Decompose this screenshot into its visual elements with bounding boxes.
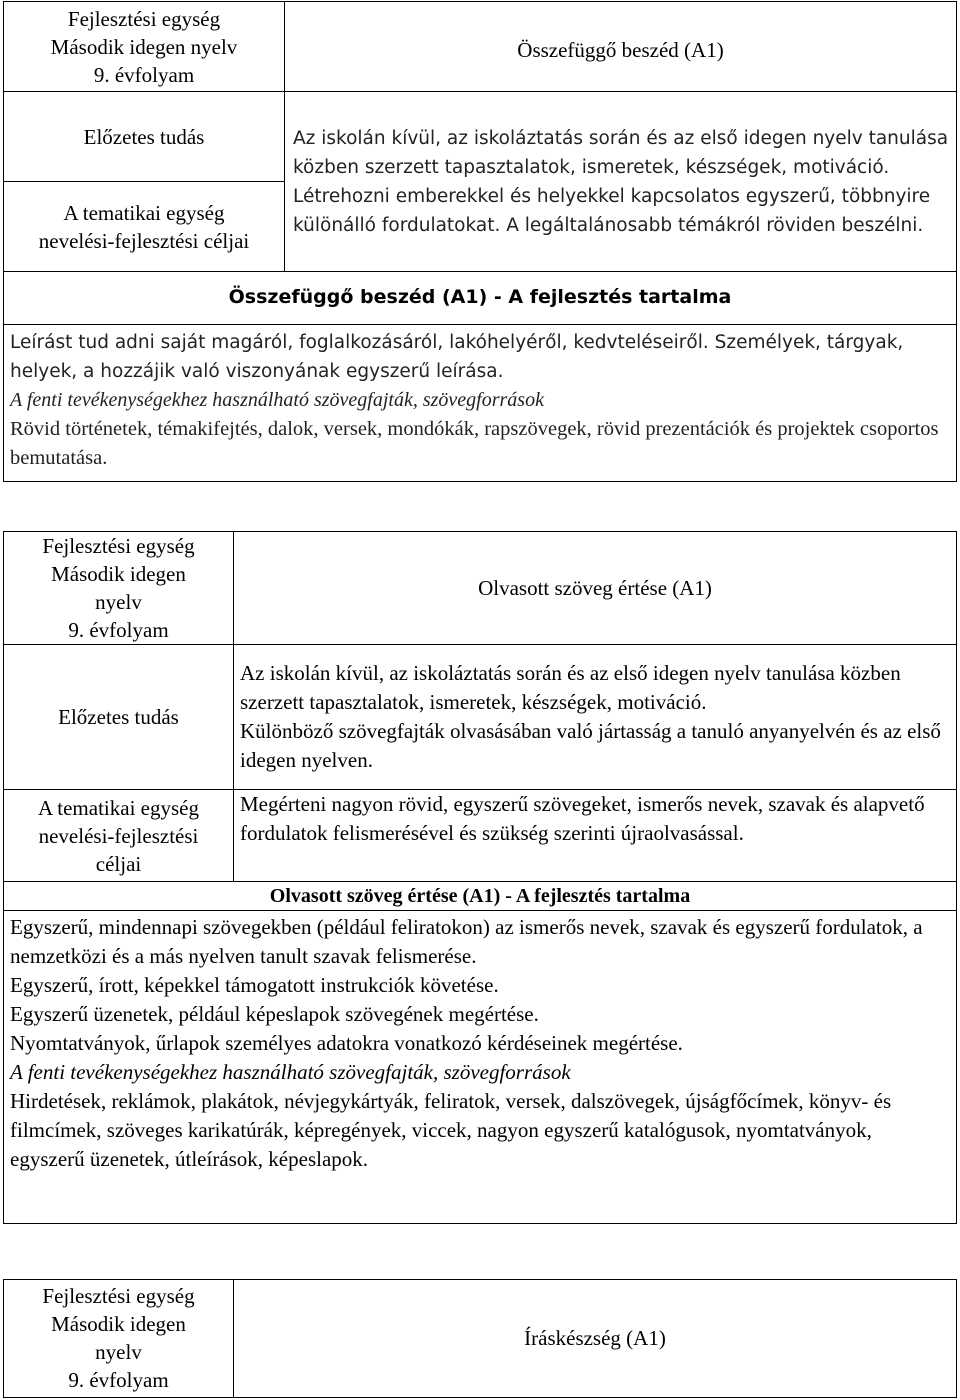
unit-label-line: 9. évfolyam <box>68 618 169 642</box>
unit-label-line: Második idegen <box>51 562 186 586</box>
section-1-goals-text: Létrehozni emberekkel és helyekkel kapcsolatos egyszerű, többnyire különálló fordulatokat. A legáltalánosabb témákról röviden beszélni. <box>293 185 931 236</box>
section-1-unit-label <box>4 2 285 92</box>
section-2-text-types-heading: A fenti tevékenységekhez használható szövegfajták, szövegforrások <box>10 1060 571 1084</box>
section-2-content-cell <box>4 911 957 1224</box>
goals-label-line: A tematikai egység <box>38 795 199 820</box>
section-2-text-types: Hirdetések, reklámok, plakátok, névjegykártyák, feliratok, versek, dalszövegek, újságfőcímek, könyv- és filmcímek, szöveges karikatúrák, képregények, viccek, nagyon egyszerű katalógusok, nyomtatványok, egyszerű üzenetek, útleírások, képeslapok. <box>10 1089 892 1171</box>
unit-label-line: Második idegen nyelv <box>50 34 238 59</box>
section-2-prior-knowledge-text-2: Különböző szövegfajták olvasásában való jártasság a tanuló anyanyelvén és az első idegen nyelven. <box>240 719 941 772</box>
unit-label-line: 9. évfolyam <box>93 62 195 87</box>
section-2-title: Olvasott szöveg értése (A1) <box>234 532 957 645</box>
section-2-content-title: Olvasott szöveg értése (A1) - A fejlesztés tartalma <box>4 882 957 911</box>
section-2-content-item: Nyomtatványok, űrlapok személyes adatokra vonatkozó kérdéseinek megértése. <box>10 1031 683 1055</box>
section-2-content-item: Egyszerű üzenetek, például képeslapok szövegének megértése. <box>10 1002 539 1026</box>
goals-label-line: céljai <box>95 851 142 876</box>
section-2-prior-knowledge-label: Előzetes tudás <box>4 645 234 790</box>
section-2-content-item: Egyszerű, mindennapi szövegekben (például feliratokon) az ismerős nevek, szavak és egyszerű fordulatok, a nemzetközi és a más nyelven tanult szavak felismerése. <box>10 915 923 968</box>
unit-label-line: 9. évfolyam <box>68 1368 169 1392</box>
section-1-goals-label <box>4 182 285 272</box>
goals-label-line: nevelési-fejlesztési <box>38 823 199 848</box>
goals-label-line: A tematikai egység <box>63 200 225 225</box>
section-3-title: Íráskészség (A1) <box>234 1280 957 1398</box>
section-2-content-item: Egyszerű, írott, képekkel támogatott instrukciók követése. <box>10 973 499 997</box>
section-1-content-cell <box>4 325 957 482</box>
section-3-table <box>3 1279 957 1398</box>
section-2-table <box>3 531 957 1224</box>
section-2-unit-label <box>4 532 234 645</box>
section-2-goals-text: Megérteni nagyon rövid, egyszerű szövegeket, ismerős nevek, szavak és alapvető fordulatok felismerésével és szükség szerinti újraolvasással. <box>234 790 957 882</box>
section-1-table <box>3 1 957 482</box>
unit-label-line: nyelv <box>95 590 142 614</box>
section-1-prior-knowledge-label: Előzetes tudás <box>4 92 285 182</box>
section-1-title: Összefüggő beszéd (A1) <box>285 2 957 92</box>
section-3-unit-label <box>4 1280 234 1398</box>
unit-label-line: Fejlesztési egység <box>42 1284 195 1308</box>
section-2-goals-label <box>4 790 234 882</box>
unit-label-line: Fejlesztési egység <box>67 6 221 31</box>
section-1-prior-knowledge-text: Az iskolán kívül, az iskoláztatás során és az első idegen nyelv tanulása közben szerzett tapasztalatok, ismeretek, készségek, motiváció. <box>293 127 949 178</box>
section-1-content-title: Összefüggő beszéd (A1) - A fejlesztés tartalma <box>4 272 957 325</box>
section-1-prior-goals-cell <box>285 92 957 272</box>
unit-label-line: Fejlesztési egység <box>42 534 195 558</box>
goals-label-line: nevelési-fejlesztési céljai <box>38 228 250 253</box>
unit-label-line: Második idegen <box>51 1312 186 1336</box>
section-1-text-types: Rövid történetek, témakifejtés, dalok, versek, mondókák, rapszövegek, rövid prezentációk és projektek csoportos bemutatása. <box>10 418 939 469</box>
section-1-text-types-heading: A fenti tevékenységekhez használható szövegfajták, szövegforrások <box>10 389 544 411</box>
section-2-prior-knowledge-text-1: Az iskolán kívül, az iskoláztatás során és az első idegen nyelv tanulása közben szerzett tapasztalatok, ismeretek, készségek, motiváció. <box>240 661 901 714</box>
section-1-content-text: Leírást tud adni saját magáról, foglalkozásáról, lakóhelyéről, kedvteléseiről. Személyek, tárgyak, helyek, a hozzájik való viszonyának egyszerű leírása. <box>10 332 904 382</box>
unit-label-line: nyelv <box>95 1340 142 1364</box>
section-2-prior-knowledge-cell <box>234 645 957 790</box>
